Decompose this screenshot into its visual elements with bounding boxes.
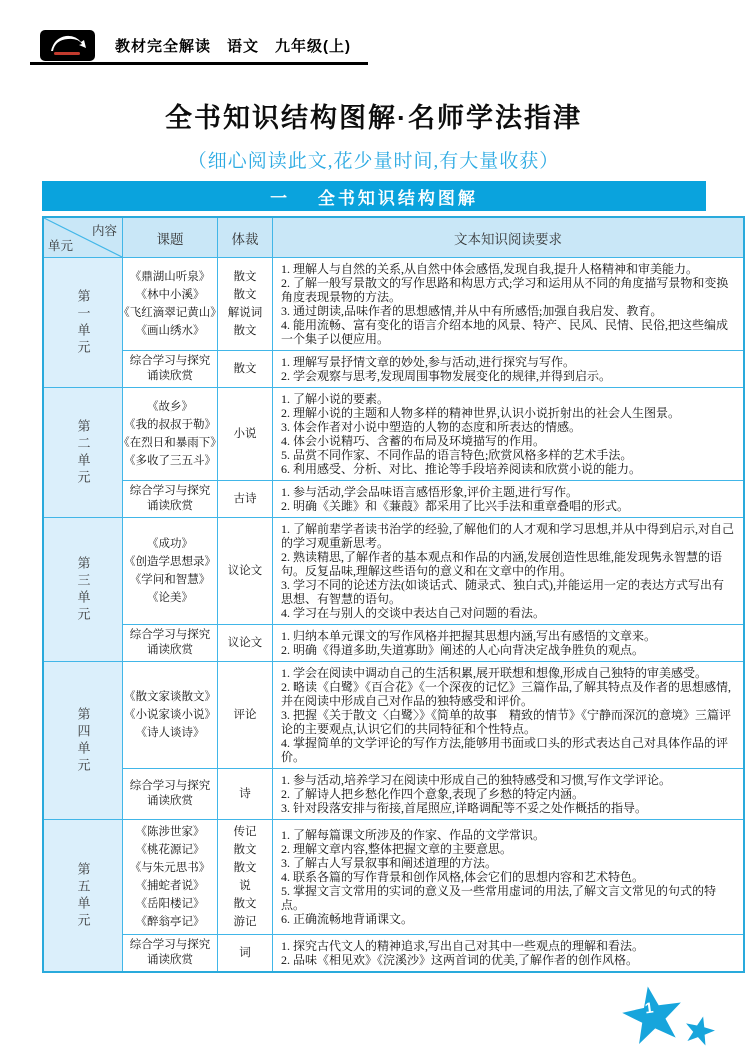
genre-label: 评论 bbox=[233, 709, 257, 721]
activity-cell bbox=[122, 351, 217, 387]
section-banner: 一 全书知识结构图解 bbox=[42, 181, 706, 211]
requirements-cell bbox=[272, 351, 743, 387]
lesson-title: 《岳阳楼记》 bbox=[135, 898, 205, 910]
lesson-title: 《桃花源记》 bbox=[135, 844, 205, 856]
lesson-title: 《我的叔叔于勒》 bbox=[124, 419, 216, 431]
activity-cell bbox=[122, 935, 217, 971]
requirement-item: 3. 了解古人写景叙事和阐述道理的方法。 bbox=[281, 856, 498, 870]
unit-label-cell bbox=[44, 662, 122, 819]
genre-cell bbox=[217, 662, 272, 768]
table-header-row bbox=[44, 218, 743, 258]
genre-label: 解说词 bbox=[227, 307, 263, 319]
requirement-item: 2. 理解小说的主题和人物多样的精神世界,认识小说折射出的社会人生图景。 bbox=[281, 406, 681, 420]
genre-label: 小说 bbox=[233, 428, 257, 440]
requirement-item: 1. 了解小说的要素。 bbox=[281, 392, 390, 406]
requirement-item: 1. 参与活动,培养学习在阅读中形成自己的独特感受和习惯,写作文学评论。 bbox=[281, 773, 672, 787]
review-row bbox=[122, 934, 743, 971]
requirement-item: 4. 掌握简单的文学评论的写作方法,能够用书面或口头的形式表达自己对具体作品的评价。 bbox=[281, 736, 729, 764]
requirement-item: 3. 把握《关于散文〈白鹭〉》《简单的故事 精致的情节》《宁静而深沉的意境》三篇评论的主要观点,认识它们的共同特征和个性特点。 bbox=[281, 708, 732, 736]
requirement-item: 1. 了解前辈学者读书治学的经验,了解他们的人才观和学习思想,并从中得到启示,对自己的学习观重新思考。 bbox=[281, 522, 735, 550]
requirement-item: 3. 学习不同的论述方法(如谈话式、随录式、独白式),并能运用一定的表达方式写出有思想、有智慧的语句。 bbox=[281, 578, 724, 606]
activity-cell bbox=[122, 769, 217, 819]
unit-rows bbox=[118, 258, 743, 387]
lesson-title: 《画山绣水》 bbox=[135, 325, 205, 337]
publisher-logo bbox=[40, 30, 95, 61]
lesson-titles-cell bbox=[122, 518, 217, 624]
header-rule bbox=[30, 62, 368, 65]
unit-rows bbox=[118, 388, 743, 517]
genre-label: 议论文 bbox=[227, 637, 263, 649]
requirement-item: 1. 理解写景抒情文章的妙处,参与活动,进行探究与写作。 bbox=[281, 355, 576, 369]
requirement-item: 6. 利用感受、分析、对比、推论等手段培养阅读和欣赏小说的能力。 bbox=[281, 462, 642, 476]
page-title: 全书知识结构图解·名师学法指津 bbox=[165, 103, 582, 133]
review-row bbox=[122, 480, 743, 517]
requirement-item: 2. 学会观察与思考,发现周围事物发展变化的规律,并得到启示。 bbox=[281, 369, 612, 383]
lesson-title: 《与朱元思书》 bbox=[129, 862, 211, 874]
genre-label: 说 bbox=[239, 880, 251, 892]
review-row bbox=[122, 624, 743, 661]
lesson-row bbox=[118, 388, 743, 480]
requirement-item: 1. 了解每篇课文所涉及的作家、作品的文学常识。 bbox=[281, 828, 546, 842]
lesson-titles-cell bbox=[122, 662, 217, 768]
requirements-cell bbox=[272, 769, 743, 819]
activity-label: 综合学习与探究 bbox=[129, 485, 211, 497]
lesson-title: 《陈涉世家》 bbox=[135, 826, 205, 838]
genre-label: 散文 bbox=[233, 271, 257, 283]
small-star-icon bbox=[681, 1013, 718, 1050]
requirement-item: 4. 学习在与别人的交谈中表达自己对问题的看法。 bbox=[281, 606, 546, 620]
requirement-item: 2. 明确《关雎》和《蒹葭》都采用了比兴手法和重章叠唱的形式。 bbox=[281, 499, 630, 513]
lesson-row bbox=[122, 820, 743, 934]
requirement-item: 2. 理解文章内容,整体把握文章的主要意思。 bbox=[281, 842, 513, 856]
activity-label: 综合学习与探究 bbox=[129, 355, 211, 367]
page-number: 1 bbox=[643, 999, 655, 1018]
genre-label: 散文 bbox=[233, 325, 257, 337]
requirements-cell bbox=[272, 258, 743, 350]
activity-cell bbox=[122, 625, 217, 661]
lesson-title: 《故乡》 bbox=[147, 401, 193, 413]
lesson-row bbox=[122, 662, 743, 768]
genre-cell bbox=[217, 258, 272, 350]
requirement-item: 2. 了解诗人把乡愁化作四个意象,表现了乡愁的特定内涵。 bbox=[281, 787, 585, 801]
requirements-cell bbox=[272, 935, 743, 971]
genre-cell bbox=[217, 351, 272, 387]
unit-section-5 bbox=[44, 819, 743, 971]
requirements-cell bbox=[272, 481, 743, 517]
lesson-title: 《论美》 bbox=[147, 592, 193, 604]
requirement-item: 5. 品赏不同作家、不同作品的语言特色;欣赏风格多样的艺术手法。 bbox=[281, 448, 633, 462]
unit-section-3 bbox=[44, 517, 743, 661]
lesson-titles-cell bbox=[122, 820, 217, 934]
unit-section-1 bbox=[44, 258, 743, 387]
page-subtitle: （细心阅读此文,花少量时间,有大量收获） bbox=[187, 151, 560, 172]
corner-label-unit: 单元 bbox=[48, 239, 74, 253]
genre-cell bbox=[217, 935, 272, 971]
unit-rows bbox=[122, 662, 743, 819]
unit-label-cell bbox=[44, 820, 122, 971]
brand-header bbox=[40, 30, 351, 61]
requirement-item: 1. 理解人与自然的关系,从自然中体会感悟,发现自我,提升人格精神和审美能力。 bbox=[281, 262, 699, 276]
activity-cell bbox=[122, 481, 217, 517]
genre-label: 诗 bbox=[239, 788, 251, 800]
activity-label: 诵读欣赏 bbox=[147, 500, 193, 512]
activity-label: 综合学习与探究 bbox=[129, 629, 211, 641]
requirement-item: 4. 能用流畅、富有变化的语言介绍本地的风景、特产、民风、民情、民俗,把这些编成一个集子以便应用。 bbox=[281, 318, 729, 346]
lesson-row bbox=[122, 518, 743, 624]
review-row bbox=[122, 768, 743, 819]
unit-section-2 bbox=[44, 387, 743, 517]
genre-label: 传记 bbox=[233, 826, 257, 838]
requirement-item: 2. 明确《得道多助,失道寡助》阐述的人心向背决定战争胜负的观点。 bbox=[281, 643, 645, 657]
corner-label-content: 内容 bbox=[91, 224, 117, 238]
column-header-lesson: 课题 bbox=[122, 218, 217, 257]
unit-label: 第五单元 bbox=[75, 861, 91, 930]
unit-label-cell bbox=[44, 258, 122, 387]
column-header-genre: 体裁 bbox=[217, 218, 272, 257]
lesson-title: 《醉翁亭记》 bbox=[135, 916, 205, 928]
genre-label: 议论文 bbox=[227, 565, 263, 577]
activity-label: 诵读欣赏 bbox=[147, 954, 193, 966]
genre-label: 散文 bbox=[233, 862, 257, 874]
lesson-title: 《诗人谈诗》 bbox=[135, 727, 205, 739]
unit-rows bbox=[122, 820, 743, 971]
activity-label: 诵读欣赏 bbox=[147, 370, 193, 382]
unit-rows bbox=[122, 518, 743, 661]
activity-label: 综合学习与探究 bbox=[129, 780, 211, 792]
genre-label: 词 bbox=[239, 947, 251, 959]
lesson-titles-cell bbox=[118, 258, 222, 350]
requirement-item: 1. 学会在阅读中调动自己的生活积累,展开联想和想像,形成自己独特的审美感受。 bbox=[281, 666, 708, 680]
activity-label: 诵读欣赏 bbox=[147, 644, 193, 656]
requirement-item: 6. 正确流畅地背诵课文。 bbox=[281, 912, 414, 926]
lesson-title: 《林中小溪》 bbox=[135, 289, 205, 301]
unit-label-cell bbox=[44, 518, 122, 661]
corner-cell bbox=[44, 218, 122, 257]
requirement-item: 3. 针对段落安排与衔接,首尾照应,详略调配等不妥之处作概括的指导。 bbox=[281, 801, 648, 815]
activity-label: 诵读欣赏 bbox=[147, 795, 193, 807]
lesson-title: 《捕蛇者说》 bbox=[135, 880, 205, 892]
genre-cell bbox=[217, 518, 272, 624]
requirement-item: 4. 联系各篇的写作背景和创作风格,体会它们的思想内容和艺术特色。 bbox=[281, 870, 645, 884]
swoosh-logo-icon bbox=[48, 35, 88, 57]
requirements-cell bbox=[272, 662, 743, 768]
genre-label: 游记 bbox=[233, 916, 257, 928]
lesson-titles-cell bbox=[118, 388, 222, 480]
table-body bbox=[44, 258, 743, 971]
lesson-title: 《学问和智慧》 bbox=[129, 574, 211, 586]
lesson-title: 《多收了三五斗》 bbox=[124, 455, 216, 467]
column-header-requirements: 文本知识阅读要求 bbox=[272, 218, 743, 257]
requirement-item: 5. 掌握文言文常用的实词的意义及一些常用虚词的用法,了解文言文常见的句式的特点。 bbox=[281, 884, 717, 912]
unit-section-4 bbox=[44, 661, 743, 819]
genre-label: 散文 bbox=[233, 289, 257, 301]
requirement-item: 3. 通过朗读,品味作者的思想感情,并从中有所感悟;加强自我启发、教育。 bbox=[281, 304, 663, 318]
genre-label: 散文 bbox=[233, 363, 257, 375]
requirement-item: 1. 参与活动,学会品味语言感悟形象,评价主题,进行写作。 bbox=[281, 485, 579, 499]
unit-label-cell bbox=[44, 388, 122, 517]
activity-label: 综合学习与探究 bbox=[129, 939, 211, 951]
unit-label: 第一单元 bbox=[75, 288, 91, 357]
brand-title: 教材完全解读 语文 九年级(上) bbox=[115, 38, 351, 55]
lesson-title: 《创造学思想录》 bbox=[124, 556, 216, 568]
unit-label: 第四单元 bbox=[75, 706, 91, 775]
genre-cell bbox=[217, 769, 272, 819]
requirement-item: 2. 品味《相见欢》《浣溪沙》这两首词的优美,了解作者的创作风格。 bbox=[281, 953, 639, 967]
unit-label: 第三单元 bbox=[75, 555, 91, 624]
genre-label: 古诗 bbox=[233, 493, 257, 505]
requirement-item: 1. 探究古代文人的精神追求,写出自己对其中一些观点的理解和看法。 bbox=[281, 939, 645, 953]
requirement-item: 2. 略读《白鹭》《百合花》《一个深夜的记忆》三篇作品,了解其特点及作者的思想感情,并在阅读中形成自己对作品的独特感受和评价。 bbox=[281, 680, 732, 708]
genre-cell bbox=[217, 625, 272, 661]
requirements-cell bbox=[272, 388, 743, 480]
genre-label: 散文 bbox=[233, 844, 257, 856]
genre-cell bbox=[217, 388, 272, 480]
genre-label: 散文 bbox=[233, 898, 257, 910]
requirement-item: 1. 归纳本单元课文的写作风格并把握其思想内涵,写出有感悟的文章来。 bbox=[281, 629, 657, 643]
lesson-title: 《小说家谈小说》 bbox=[124, 709, 216, 721]
genre-cell bbox=[217, 481, 272, 517]
requirement-item: 3. 体会作者对小说中塑造的人物的态度和所表达的情感。 bbox=[281, 420, 582, 434]
lesson-title: 《飞红滴翠记黄山》 bbox=[118, 307, 222, 319]
unit-label: 第二单元 bbox=[75, 418, 91, 487]
requirement-item: 2. 熟读精思,了解作者的基本观点和作品的内涵,发展创造性思维,能发现隽永智慧的语句。反复品味,理解这些语句的意义和在文章中的作用。 bbox=[281, 550, 723, 578]
requirement-item: 2. 了解一般写景散文的写作思路和构思方式;学习和运用从不同的角度描写景物和变换角度表现景物的方法。 bbox=[281, 276, 729, 304]
lesson-title: 《散文家谈散文》 bbox=[124, 691, 216, 703]
requirements-cell bbox=[272, 518, 743, 624]
genre-cell bbox=[217, 820, 272, 934]
lesson-title: 《成功》 bbox=[147, 538, 193, 550]
requirements-cell bbox=[272, 625, 743, 661]
lesson-title: 《鼎湖山听泉》 bbox=[129, 271, 211, 283]
lesson-row bbox=[118, 258, 743, 350]
review-row bbox=[122, 350, 743, 387]
requirement-item: 4. 体会小说精巧、含蓄的布局及环境描写的作用。 bbox=[281, 434, 546, 448]
lesson-title: 《在烈日和暴雨下》 bbox=[118, 437, 222, 449]
knowledge-table bbox=[42, 216, 745, 973]
requirements-cell bbox=[272, 820, 743, 934]
